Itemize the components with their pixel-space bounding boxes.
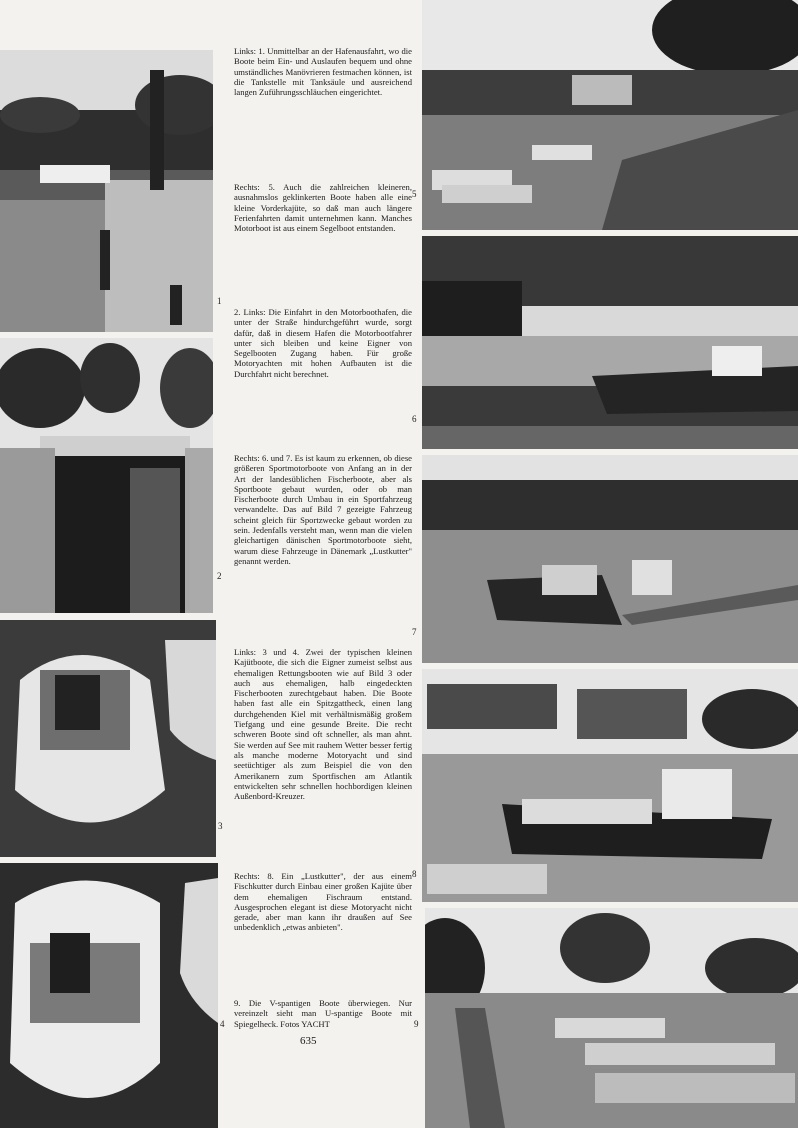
photo-number-2: 2: [217, 571, 222, 581]
caption-photo-2: 2. Links: Die Einfahrt in den Motorboothafen, die unter der Straße hindurchgeführt wurde, sorgt dafür, daß in diesem Hafen die Motorbootfahrer unter sich bleiben und keine Eigner von Segelbooten Zugang haben. Für große Motoryachten mit hohen Aufbauten ist die Durchfahrt nicht berechnet.: [234, 307, 412, 379]
photo-4-small-cabin-boat: [0, 863, 218, 1128]
photo-number-9: 9: [414, 1019, 419, 1029]
photo-9-moored-boats: [425, 908, 798, 1128]
photo-5-small-boats: [422, 0, 798, 230]
photo-number-3: 3: [218, 821, 223, 831]
caption-photos-6-7: Rechts: 6. und 7. Es ist kaum zu erkennen, ob diese größeren Sportmotorboote von Anfang an in der Art der landesüblichen Fischerboote, aber als Sportboote gebaut wurden, oder ob man Fischerboote durch Umbau in ein Sportfahrzeug verwandelte. Das auf Bild 7 gezeigte Fahrzeug scheint gleich für Sportzwecke gebaut worden zu sein. Jedenfalls versteht man, wenn man die vielen gleichartigen dänischen Sportmotorboote sieht, warum diese Fahrzeuge in Dänemark „Lustkutter" genannt werden.: [234, 453, 412, 566]
photo-number-7: 7: [412, 627, 417, 637]
caption-photos-3-4: Links: 3 und 4. Zwei der typischen kleinen Kajütboote, die sich die Eigner zumeist selbst aus ehemaligen Rettungsbooten wie auf Bild 3 oder auch aus ehemaligen, halb eingedeckten Fischerbooten zurechtgebaut haben. Die Boote haben fast alle ein Spitzgattheck, einen lang durchgehenden Kiel mit verhältnismäßig großem Tiefgang und eine gesunde Breite. Die recht schweren Boote sind oft schneller, als man ahnt. Sie werden auf See mit rauhem Wetter besser fertig als manche moderne Motoryacht und sind seetüchtiger als zum Beispiel die von den Amerikanern zum Sportfischen am Atlantik entwickelten sehr schnellen hochbordigen kleinen Außenbord-Kreuzer.: [234, 647, 412, 802]
photo-8-lustkutter: [422, 669, 798, 902]
caption-photo-8: Rechts: 8. Ein „Lustkutter", der aus einem Fischkutter durch Einbau einer großen Kajüte über dem ehemaligen Fischraum entstand. Ausgesprochen elegant ist diese Motoryacht nicht gerade, aber man kann ihr draußen auf See unbedenklich „etwas anbieten".: [234, 871, 412, 933]
caption-photo-5: Rechts: 5. Auch die zahlreichen kleineren, ausnahmslos geklinkerten Boote haben alle eine kleine Vorderkajüte, so daß man auch längere Ferienfahrten damit unternehmen kann. Manches Motorboot ist aus einem Segelboot entstanden.: [234, 182, 412, 234]
page-number: 635: [300, 1035, 317, 1047]
photo-number-5: 5: [412, 189, 417, 199]
photo-2-harbor-entrance: [0, 338, 213, 613]
photo-7-lustkutter-pier: [422, 455, 798, 663]
caption-photo-9: 9. Die V-spantigen Boote überwiegen. Nur vereinzelt sieht man U-spantige Boote mit Spiegelheck. Fotos YACHT: [234, 998, 412, 1029]
photo-number-8: 8: [412, 869, 417, 879]
photo-1-fuel-station: [0, 50, 213, 332]
photo-number-4: 4: [220, 1019, 225, 1029]
photo-3-lifeboat-cabin: [0, 620, 216, 857]
photo-number-1: 1: [217, 296, 222, 306]
photo-number-6: 6: [412, 414, 417, 424]
caption-photo-1: Links: 1. Unmittelbar an der Hafenausfahrt, wo die Boote beim Ein- und Auslaufen bequem und ohne umständliches Manövrieren festmachen können, ist die Tankstelle mit Tanksäule und ausreichend langen Zuführungsschläuchen eingerichtet.: [234, 46, 412, 98]
photo-6-motorboat-harbor: [422, 236, 798, 449]
